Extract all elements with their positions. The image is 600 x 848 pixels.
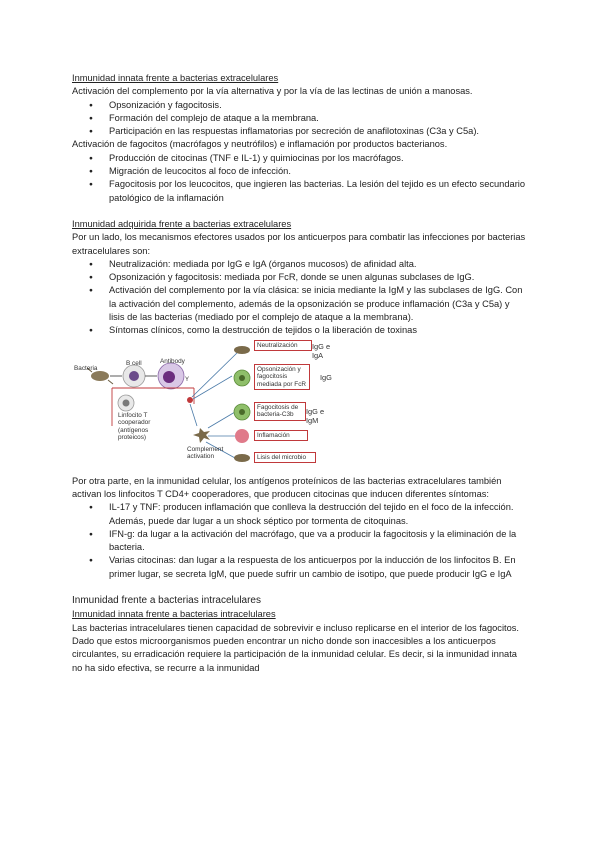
paragraph: Las bacterias intracelulares tienen capacidad de sobrevivir e incluso replicarse en el interior de los fagocitos. Dado que estos microorganismos pueden encontrar un nicho donde son inaccesibles a los anticuerpos circulantes, su erradicación requiere la participación de la inmunidad celular. Es decir, si la inmunidad innata no ha sido efectiva, se recurre a la inmunidad (72, 622, 520, 673)
bullet-list (72, 99, 526, 139)
section-heading: Inmunidad frente a bacterias intracelulares (72, 595, 261, 607)
complement-label: Complement activation (187, 445, 224, 461)
complement-icon (193, 428, 210, 443)
section-title: Inmunidad innata frente a bacterias extracelulares (72, 73, 279, 83)
antibody-label: Antibody (160, 357, 185, 365)
bullet-list (72, 152, 526, 205)
svg-text:Y: Y (185, 376, 190, 383)
list-item: ● Formación del complejo de ataque a la membrana. (72, 112, 526, 125)
b-cell-label: B cell (126, 359, 142, 367)
section-title: Inmunidad innata frente a bacterias intracelulares (72, 609, 276, 620)
bullet-list (72, 501, 526, 581)
list-item: ● IL-17 y TNF: producen inflamación que conlleva la destrucción del tejido en el foco de la infección. Además, puede dar lugar a un shock séptico por tormenta de citoquinas. (72, 501, 526, 528)
list-item: ● IFN-g: da lugar a la activación del macrófago, que va a producir la fagocitosis y la eliminación de la bacteria. (72, 528, 526, 555)
list-item: ● Activación del complemento por la vía clásica: se inicia mediante la IgM y las subclases de IgG. Con la activación del complemento, además de la opsonización se produce inflamación (C3a y C5a) y lisis de las bacterias (mediado por el complejo de ataque a la membrana). (72, 284, 526, 324)
antibody-effector-diagram (72, 340, 337, 467)
inflammation-box: Inflamación (254, 430, 308, 442)
list-item: ● Síntomas clínicos, como la destrucción de tejidos o la liberación de toxinas (72, 324, 526, 337)
complement-phago-box: Fagocitosis de bacteria-C3b (254, 402, 306, 421)
opsonization-box: Opsonización y fagocitosis mediada por FcR (254, 364, 310, 391)
section-innate-extracellular (72, 72, 526, 205)
list-item: ● Producción de citocinas (TNF e IL-1) y quimiocinas por los macrófagos. (72, 152, 526, 165)
inflammation-icon (235, 429, 249, 443)
lysis-box: Lisis del microbio (254, 452, 316, 464)
section-cellular-immunity (72, 475, 526, 581)
paragraph: Por otra parte, en la inmunidad celular, los antígenos proteínicos de las bacterias extracelulares también activan los linfocitos T CD4+ cooperadores, que producen citocinas que inducen diferentes síntomas: (72, 475, 502, 499)
list-item: ● Migración de leucocitos al foco de infección. (72, 165, 526, 178)
complement-tag: IgG e IgM (306, 406, 325, 425)
opsonization-tag: IgG (320, 372, 332, 382)
list-item: ● Opsonización y fagocitosis. (72, 99, 526, 112)
list-item: ● Varias citocinas: dan lugar a la respuesta de los anticuerpos por la inducción de los linfocitos B. En primer lugar, se secreta IgM, que puede sufrir un cambio de isotipo, que puede producir IgG e IgA (72, 554, 526, 581)
neutralization-box: Neutralización (254, 340, 312, 352)
list-item: ● Opsonización y fagocitosis: mediada por FcR, donde se unen algunas subclases de IgG. (72, 271, 526, 284)
list-item: ● Fagocitosis por los leucocitos, que ingieren las bacterias. La lesión del tejido es un efecto secundario patológico de la inflamación (72, 178, 526, 205)
document-page (72, 72, 526, 675)
section-intracellular (72, 594, 526, 675)
neutralization-tag: IgG e IgA (312, 341, 331, 360)
list-item: ● Participación en las respuestas inflamatorias por secreción de anafilotoxinas (C3a y C5a). (72, 125, 526, 138)
bullet-list (72, 258, 526, 338)
bacteria-label: Bacteria (74, 364, 98, 372)
section-adaptive-extracellular (72, 218, 526, 338)
paragraph: Activación de fagocitos (macrófagos y neutrófilos) e inflamación por productos bacterianos. (72, 139, 448, 150)
neutralized-bacteria-icon (234, 346, 250, 354)
list-item: ● Neutralización: mediada por IgG e IgA (órganos mucosos) de afinidad alta. (72, 258, 526, 271)
helper-t-label: Linfocito T cooperador (antígenos proteicos) (118, 411, 151, 442)
section-title: Inmunidad adquirida frente a bacterias extracelulares (72, 218, 292, 229)
bacteria-icon (91, 371, 109, 381)
paragraph: Por un lado, los mecanismos efectores usados por los anticuerpos para combatir las infecciones por bacterias extracelulares son: (72, 232, 526, 256)
paragraph: Activación del complemento por la vía alternativa y por la vía de las lectinas de unión a manosas. (72, 86, 473, 97)
